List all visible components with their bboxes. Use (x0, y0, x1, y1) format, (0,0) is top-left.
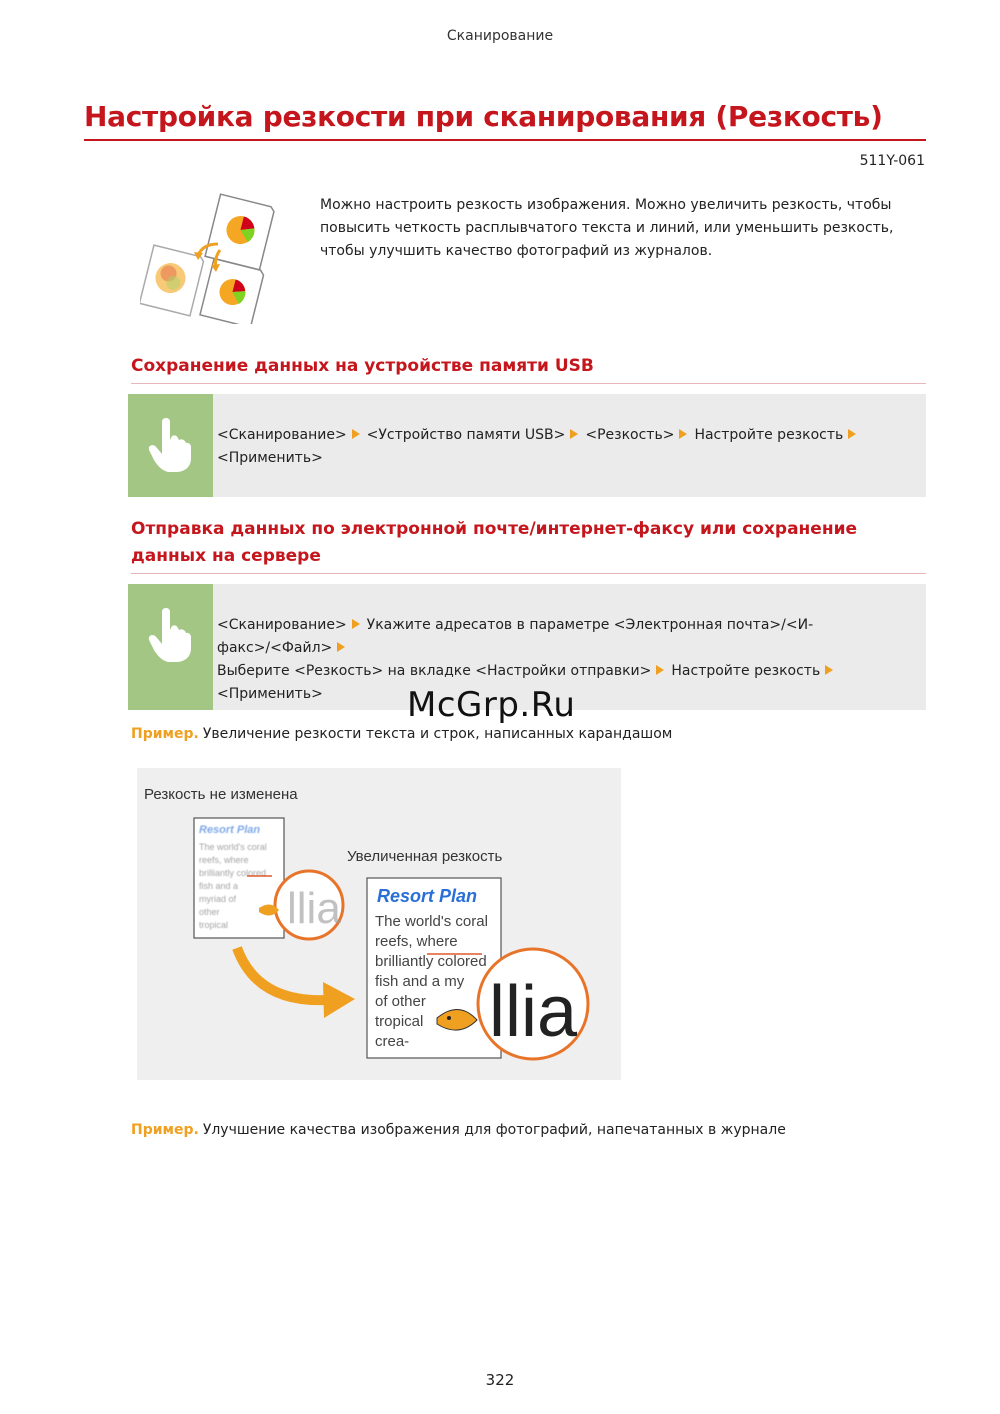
sharpness-pages-icon (140, 192, 280, 324)
after-doc-line: The world's coral (375, 913, 488, 930)
example-label: Пример. (131, 726, 199, 742)
steps-list (217, 424, 917, 470)
example-label: Пример. (131, 1122, 199, 1138)
after-doc-line: tropical (375, 1013, 424, 1030)
hand-icon (128, 584, 213, 710)
step-recipients: Укажите адресатов в параметре <Электронная почта>/<И-факс>/<Файл> (217, 617, 814, 656)
intro-paragraph: Можно настроить резкость изображения. Можно увеличить резкость, чтобы повысить четкость расплывчатого текста и линий, или уменьшить резкость, чтобы улучшить качество фотографий из журналов. (320, 197, 894, 259)
watermark: McGrp.Ru (407, 685, 576, 725)
after-doc-line: reefs, where (375, 933, 458, 950)
running-header: Сканирование (446, 28, 554, 44)
arrow-right-icon (570, 429, 578, 439)
step-select-sharpness: Выберите <Резкость> на вкладке <Настройки отправки> (217, 663, 652, 679)
step-adjust: Настройте резкость (671, 663, 821, 679)
section-heading-email: Отправка данных по электронной почте/интернет-факсу или сохранение данных на сервере (131, 516, 926, 574)
example-photo-quality (131, 1122, 786, 1138)
document-id: 511Y-061 (859, 153, 925, 169)
operation-steps-usb (128, 394, 926, 497)
before-doc-line: reefs, where (199, 855, 249, 865)
arrow-right-icon (848, 429, 856, 439)
before-doc-line: tropical (199, 920, 229, 930)
page-title: Настройка резкости при сканирования (Резкость) (84, 100, 926, 141)
before-doc-line: brilliantly colored (199, 868, 267, 878)
before-doc-line: The world's coral (199, 842, 267, 852)
after-doc-line: of other (375, 993, 426, 1010)
sharpness-comparison-figure (137, 768, 621, 1080)
arrow-right-icon (825, 665, 833, 675)
after-doc-line: fish and a my (375, 973, 465, 990)
before-doc-line: fish and a (199, 881, 239, 891)
page-number: 322 (485, 1371, 515, 1389)
section-heading-usb: Сохранение данных на устройстве памяти USB (131, 353, 926, 384)
step-adjust: Настройте резкость (694, 427, 844, 443)
after-doc-line: brilliantly colored (375, 953, 487, 970)
step-usb-device: <Устройство памяти USB> (366, 427, 566, 443)
arrow-right-icon (352, 619, 360, 629)
label-unchanged: Резкость не изменена (144, 786, 298, 803)
label-increased: Увеличенная резкость (347, 848, 503, 865)
after-zoom-text: llia (489, 972, 578, 1052)
before-doc-line: myriad of (199, 894, 237, 904)
after-doc-title: Resort Plan (377, 886, 478, 906)
arrow-right-icon (352, 429, 360, 439)
example-text-sharpening (131, 726, 672, 742)
before-doc-line: other (199, 907, 220, 917)
step-apply: <Применить> (217, 686, 323, 702)
before-zoom-text: llia (287, 884, 341, 933)
arrow-right-icon (337, 642, 345, 652)
before-doc-title: Resort Plan (199, 824, 261, 836)
arrow-right-icon (679, 429, 687, 439)
arrow-right-icon (656, 665, 664, 675)
step-scan: <Сканирование> (217, 617, 347, 633)
hand-icon (128, 394, 213, 497)
example-description: Улучшение качества изображения для фотографий, напечатанных в журнале (202, 1122, 786, 1138)
step-sharpness: <Резкость> (585, 427, 675, 443)
after-doc-line: crea- (375, 1033, 410, 1050)
step-apply: <Применить> (217, 450, 323, 466)
example-description: Увеличение резкости текста и строк, написанных карандашом (202, 726, 673, 742)
step-scan: <Сканирование> (217, 427, 347, 443)
